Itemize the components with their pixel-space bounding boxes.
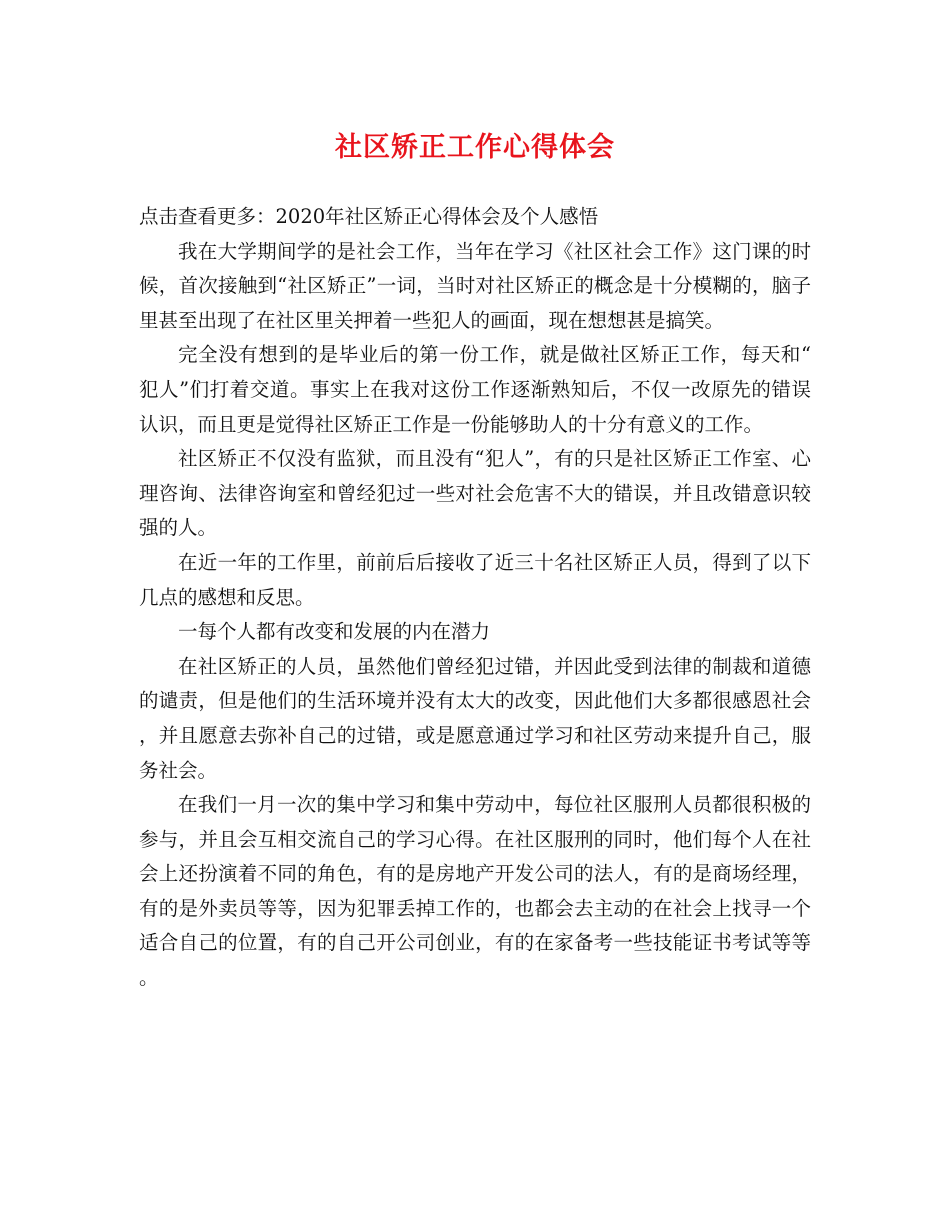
document-body — [139, 200, 811, 996]
paragraph-1: 我在大学期间学的是社会工作，当年在学习《社区社会工作》这门课的时候，首次接触到“社区矫正”一词，当时对社区矫正的概念是十分模糊的，脑子里甚至出现了在社区里关押着一些犯人的画面，现在想想甚是搞笑。 — [139, 239, 811, 332]
paragraph-6: 在我们一月一次的集中学习和集中劳动中，每位社区服刑人员都很积极的参与，并且会互相交流自己的学习心得。在社区服刑的同时，他们每个人在社会上还扮演着不同的角色，有的是房地产开发公司的法人，有的是商场经理，有的是外卖员等等，因为犯罪丢掉工作的，也都会去主动的在社会上找寻一个适合自己的位置，有的自己开公司创业，有的在家备考一些技能证书考试等等。 — [139, 793, 811, 990]
paragraph-3: 社区矫正不仅没有监狱，而且没有“犯人”，有的只是社区矫正工作室、心理咨询、法律咨询室和曾经犯过一些对社会危害不大的错误，并且改错意识较强的人。 — [139, 447, 811, 540]
paragraph-2: 完全没有想到的是毕业后的第一份工作，就是做社区矫正工作，每天和“犯人”们打着交道。事实上在我对这份工作逐渐熟知后，不仅一改原先的错误认识，而且更是觉得社区矫正工作是一份能够助人的十分有意义的工作。 — [139, 343, 811, 436]
paragraph-4: 在近一年的工作里，前前后后接收了近三十名社区矫正人员，得到了以下几点的感想和反思。 — [139, 550, 811, 609]
section-heading-1: 一每个人都有改变和发展的内在潜力 — [178, 620, 491, 644]
related-link-line[interactable]: 点击查看更多：2020年社区矫正心得体会及个人感悟 — [139, 205, 599, 228]
document-title: 社区矫正工作心得体会 — [335, 132, 615, 163]
paragraph-5: 在社区矫正的人员，虽然他们曾经犯过错，并因此受到法律的制裁和道德的谴责，但是他们的生活环境并没有太大的改变，因此他们大多都很感恩社会，并且愿意去弥补自己的过错，或是愿意通过学习和社区劳动来提升自己，服务社会。 — [139, 654, 811, 782]
